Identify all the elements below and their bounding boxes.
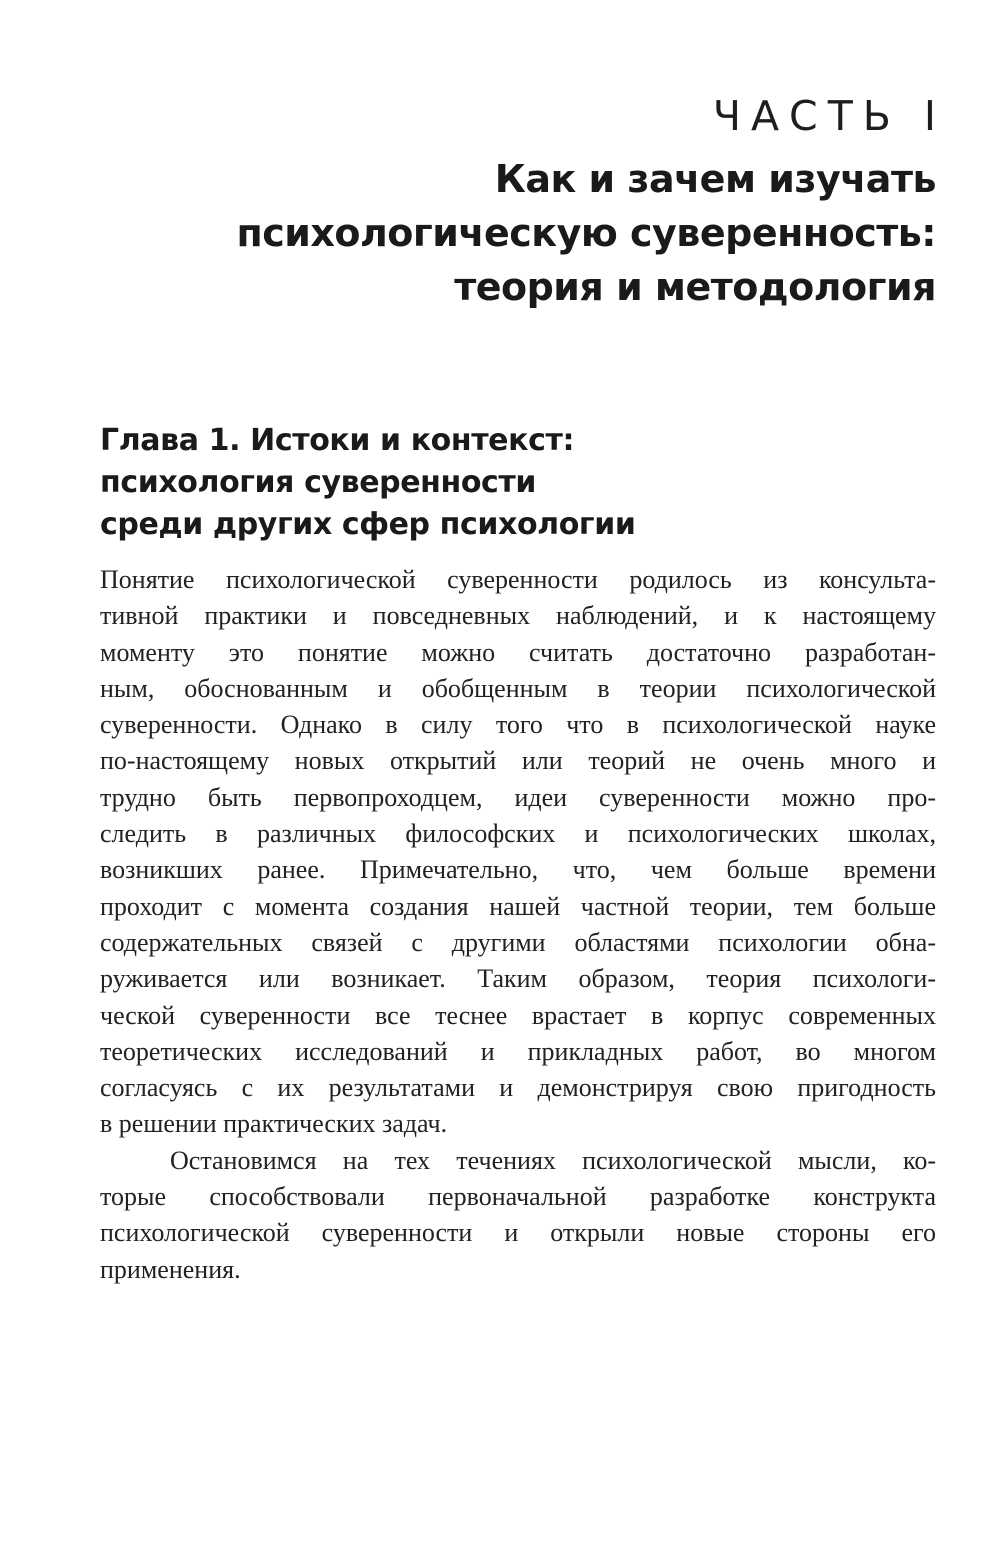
text-line: Понятие психологической суверенности родилось из консульта- xyxy=(100,565,936,594)
text-line: психологической суверенности и открыли новые стороны его xyxy=(100,1218,936,1248)
text-line: ческой суверенности все теснее врастает в корпус современных xyxy=(100,1000,936,1030)
part-title-line: психологическую суверенность: xyxy=(236,211,936,255)
text-line: следить в различных философских и психологических школах, xyxy=(100,819,936,849)
text-line: моменту это понятие можно считать достаточно разработан- xyxy=(100,637,936,667)
chapter-title xyxy=(100,420,936,546)
text-line: суверенности. Однако в силу того что в психологической науке xyxy=(100,710,936,740)
text-line: руживается или возникает. Таким образом, теория психологи- xyxy=(100,964,936,994)
text-line: по-настоящему новых открытий или теорий не очень много и xyxy=(100,746,936,776)
text-line: ным, обоснованным и обобщенным в теории психологической xyxy=(100,673,936,703)
text-line: проходит с момента создания нашей частной теории, тем больше xyxy=(100,891,936,921)
body-text xyxy=(100,562,936,1288)
text-line: согласуясь с их результатами и демонстрируя свою пригодность xyxy=(100,1073,936,1103)
text-line: применения. xyxy=(100,1254,241,1284)
chapter-title-line: психология суверенности xyxy=(100,465,537,500)
text-line: трудно быть первопроходцем, идеи суверенности можно про- xyxy=(100,782,936,812)
part-header xyxy=(100,88,946,314)
text-line: содержательных связей с другими областями психологии обна- xyxy=(100,927,936,957)
text-line: Остановимся на тех течениях психологической мысли, ко- xyxy=(170,1145,936,1175)
part-label: ЧАСТЬ I xyxy=(712,92,946,140)
chapter-title-line: Глава 1. Истоки и контекст: xyxy=(100,423,575,458)
text-line: в решении практических задач. xyxy=(100,1109,448,1139)
part-title-line: теория и методология xyxy=(454,265,936,309)
paragraph xyxy=(100,1143,936,1288)
paragraph xyxy=(100,562,936,1143)
text-line: возникших ранее. Примечательно, что, чем больше времени xyxy=(100,855,936,885)
text-line: торые способствовали первоначальной разработке конструкта xyxy=(100,1182,936,1212)
chapter-title-line: среди других сфер психологии xyxy=(100,507,636,542)
part-title xyxy=(100,152,936,314)
text-line: тивной практики и повседневных наблюдений, и к настоящему xyxy=(100,601,936,631)
part-title-line: Как и зачем изучать xyxy=(494,157,936,201)
text-line: теоретических исследований и прикладных работ, во многом xyxy=(100,1036,936,1066)
